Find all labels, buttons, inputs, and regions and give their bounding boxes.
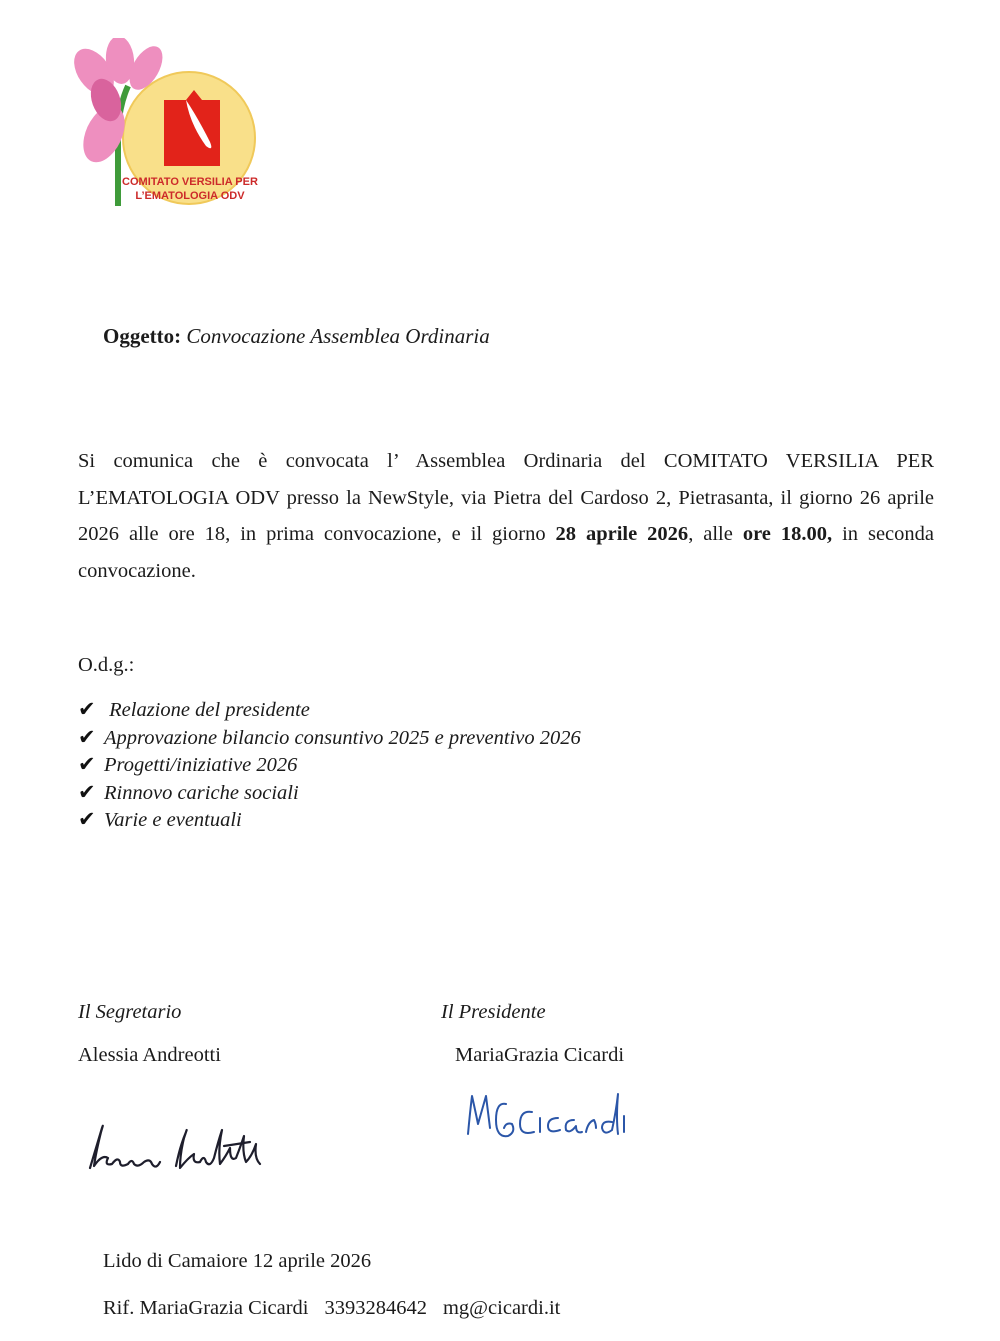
agenda-item bbox=[78, 751, 581, 779]
paragraph-text: Si comunica che è convocata l’ Assemblea Ordinaria del COMITATO VERSILIA PER L’EMATOLOGIA ODV presso la NewStyle, via Pietra del Cardoso 2, Pietrasanta, il giorno 26 aprile 2026 alle ore 18, in prima convocazione, e il giorno bbox=[78, 450, 934, 545]
secretary-role: Il Segretario bbox=[78, 1001, 182, 1023]
agenda-item bbox=[78, 806, 581, 834]
cyclamen-logo-graphic bbox=[72, 38, 262, 210]
checkmark-icon: ✔ bbox=[78, 697, 96, 721]
secretary-signature bbox=[84, 1118, 274, 1182]
logo-text-line1: COMITATO VERSILIA PER bbox=[122, 176, 258, 188]
agenda-item bbox=[78, 724, 581, 752]
agenda-item-text: Rinnovo cariche sociali bbox=[104, 781, 299, 804]
agenda-item-text: Progetti/iniziative 2026 bbox=[104, 754, 298, 776]
checkmark-icon: ✔ bbox=[78, 807, 96, 831]
agenda-list bbox=[78, 696, 581, 834]
second-call-time: ore 18.00, bbox=[742, 523, 833, 545]
paragraph-text: in seconda convocazione. bbox=[78, 523, 934, 582]
second-call-date: 28 aprile 2026 bbox=[555, 523, 689, 545]
convocation-paragraph bbox=[78, 443, 934, 589]
president-role: Il Presidente bbox=[441, 1001, 546, 1023]
subject-line bbox=[103, 324, 490, 349]
subject-label: Oggetto: bbox=[103, 324, 182, 348]
agenda-item-text: Approvazione bilancio consuntivo 2025 e preventivo 2026 bbox=[104, 726, 581, 749]
agenda-item-text: Varie e eventuali bbox=[104, 809, 242, 831]
contact-reference bbox=[103, 1297, 560, 1320]
agenda-item-text: Relazione del presidente bbox=[104, 699, 310, 721]
checkmark-icon: ✔ bbox=[78, 752, 96, 776]
secretary-name: Alessia Andreotti bbox=[78, 1044, 221, 1066]
president-signature bbox=[462, 1088, 632, 1160]
reference-name: Rif. MariaGrazia Cicardi bbox=[103, 1297, 309, 1319]
reference-email[interactable]: mg@cicardi.it bbox=[442, 1297, 561, 1319]
president-name: MariaGrazia Cicardi bbox=[455, 1044, 625, 1066]
agenda-item bbox=[78, 779, 581, 807]
paragraph-text: , alle bbox=[688, 523, 743, 545]
association-logo bbox=[72, 38, 262, 210]
emblem-shield bbox=[164, 90, 220, 166]
checkmark-icon: ✔ bbox=[78, 779, 96, 804]
checkmark-icon: ✔ bbox=[78, 724, 96, 749]
logo-text-line2: L’EMATOLOGIA ODV bbox=[135, 190, 245, 202]
reference-phone: 3393284642 bbox=[324, 1297, 427, 1319]
agenda-title: O.d.g.: bbox=[78, 654, 135, 676]
agenda-item bbox=[78, 696, 581, 724]
place-and-date: Lido di Camaiore 12 aprile 2026 bbox=[103, 1250, 372, 1272]
subject-value: Convocazione Assemblea Ordinaria bbox=[186, 324, 490, 348]
